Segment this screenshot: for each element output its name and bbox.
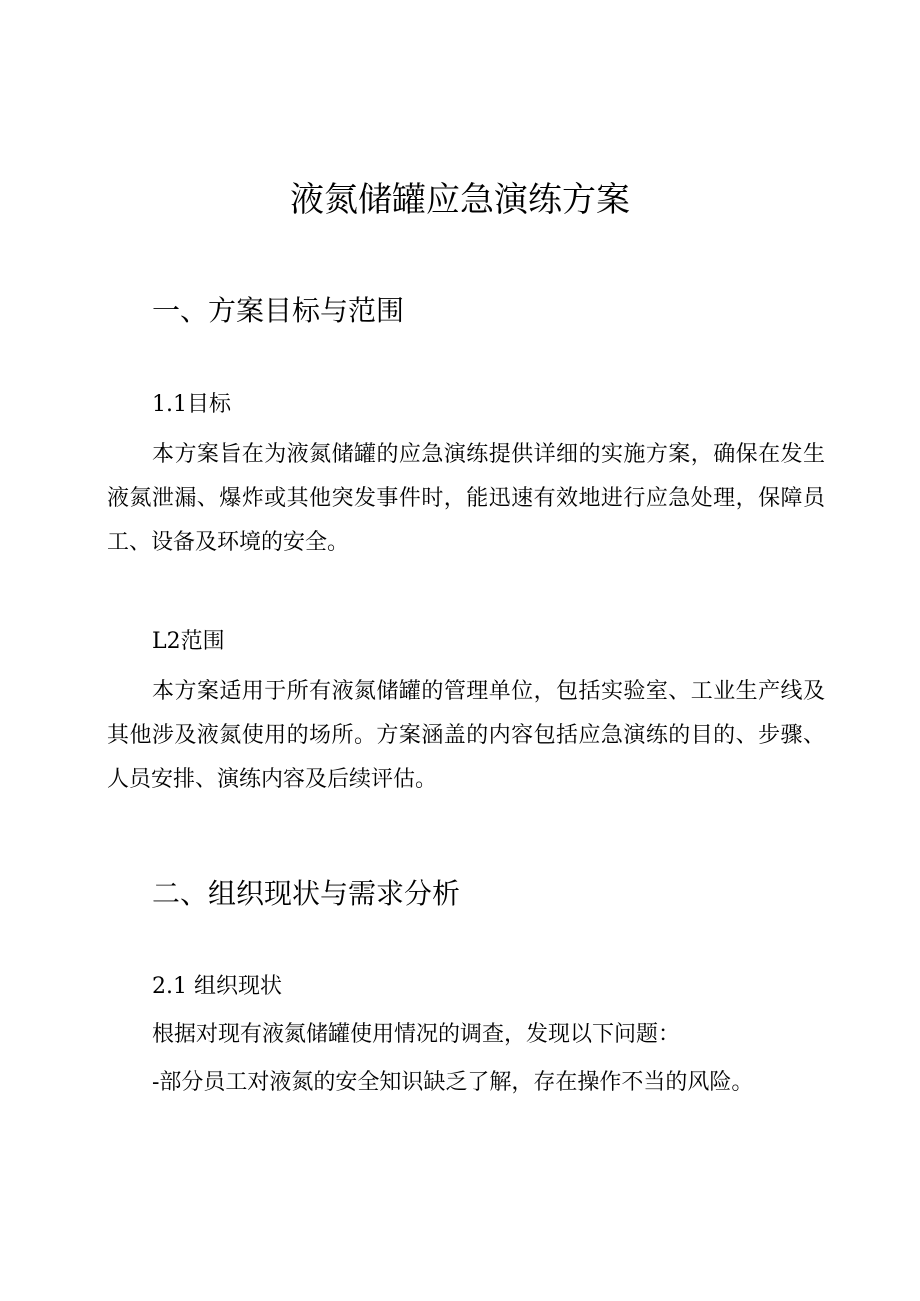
- section-1-1-paragraph: 本方案旨在为液氮储罐的应急演练提供详细的实施方案，确保在发生液氮泄漏、爆炸或其他突发事件时，能迅速有效地进行应急处理，保障员工、设备及环境的安全。: [107, 442, 825, 555]
- section-1-heading: 一、方案目标与范围: [152, 294, 405, 327]
- section-2-1-intro: 根据对现有液氮储罐使用情况的调查，发现以下问题：: [152, 1022, 681, 1047]
- section-2-heading: 二、组织现状与需求分析: [152, 877, 461, 910]
- section-2-1-list-item: -部分员工对液氮的安全知识缺乏了解，存在操作不当的风险。: [152, 1070, 754, 1095]
- section-2-1-heading: 2.1 组织现状: [152, 974, 282, 999]
- section-1-1-heading: 1.1目标: [152, 392, 231, 417]
- section-1-2-heading: L2范围: [152, 629, 225, 654]
- document-title: 液氮储罐应急演练方案: [290, 180, 630, 220]
- section-1-2-paragraph: 本方案适用于所有液氮储罐的管理单位，包括实验室、工业生产线及其他涉及液氮使用的场所。方案涵盖的内容包括应急演练的目的、步骤、人员安排、演练内容及后续评估。: [107, 679, 825, 792]
